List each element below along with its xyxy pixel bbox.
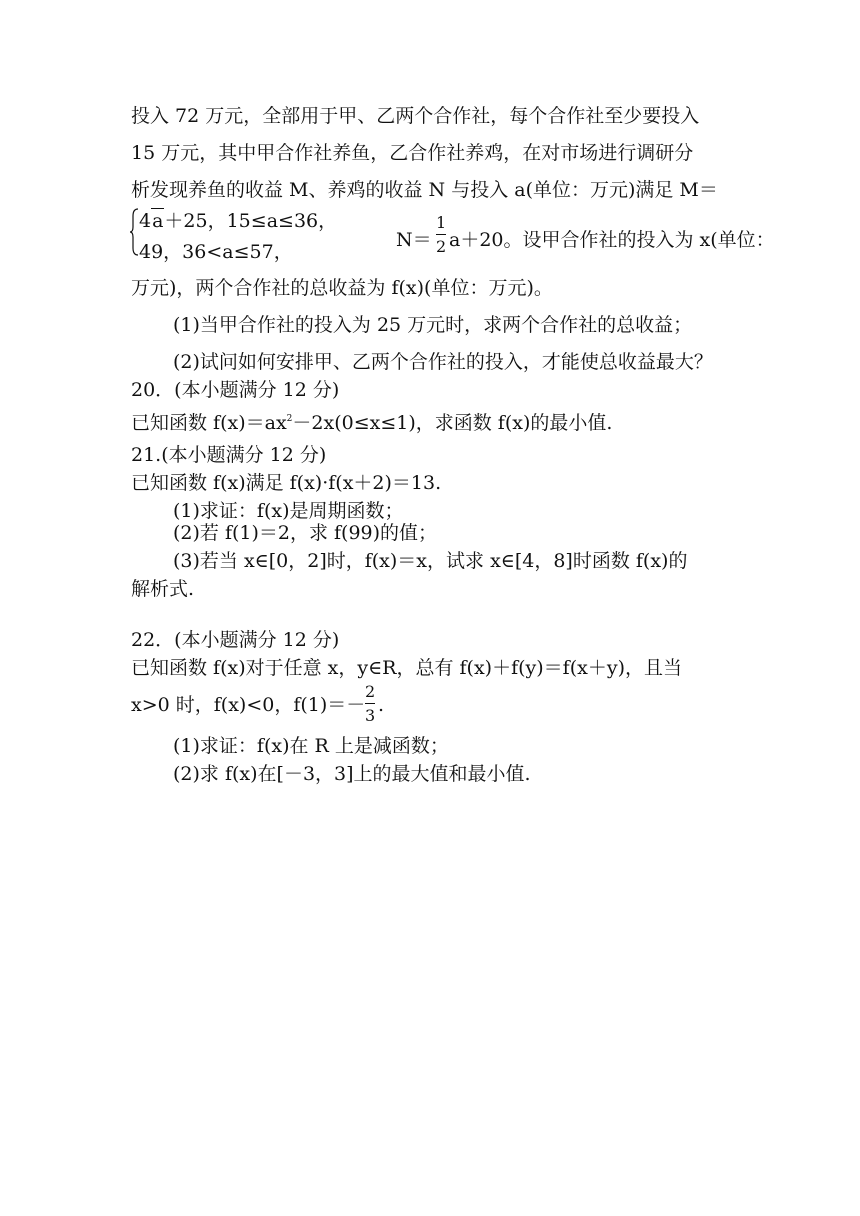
q19-line-1: 投入 72 万元，全部用于甲、乙两个合作社，每个合作社至少要投入 bbox=[131, 105, 700, 127]
q22-part-1: (1)求证：f(x)在 R 上是减函数； bbox=[173, 735, 449, 757]
m-case-1-coef: 4 bbox=[139, 210, 152, 232]
n-formula-rest: a＋20。设甲合作社的投入为 x(单位： bbox=[449, 229, 775, 251]
q20-body: 已知函数 $f(x)=ax^2-2x(0\le x\le 1)$，求函数 f(x)的最小值. bbox=[131, 412, 613, 434]
q22-line-2-end: . bbox=[378, 694, 385, 716]
q19-part-1: (1)当甲合作社的投入为 25 万元时，求两个合作社的总收益； bbox=[173, 314, 693, 336]
q19-part-2: (2)试问如何安排甲、乙两个合作社的投入，才能使总收益最大？ bbox=[173, 351, 713, 373]
sqrt-a: a bbox=[152, 210, 164, 232]
q21-title: 21.(本小题满分 12 分) bbox=[131, 444, 327, 466]
q21-part-3: (3)若当 x∈[0，2]时，f(x)＝x，试求 x∈[4，8]时函数 f(x)的 bbox=[173, 550, 688, 572]
q21-body: 已知函数 f(x)满足 f(x)·f(x＋2)＝13. bbox=[131, 472, 442, 494]
m-case-1 bbox=[139, 208, 337, 233]
q20-title: 20．(本小题满分 12 分) bbox=[131, 379, 340, 401]
m-case-2: 49，36<a≤57， bbox=[139, 241, 293, 263]
q22-part-2: (2)求 f(x)在[－3，3]上的最大值和最小值. bbox=[173, 763, 531, 785]
n-formula-lhs: N＝ bbox=[396, 229, 432, 251]
q22-body: 已知函数 f(x)对于任意 x，y∈R，总有 f(x)＋f(y)＝f(x＋y)，且当 bbox=[131, 657, 682, 679]
m-case-1-text: ＋25，15≤a≤36， bbox=[164, 210, 338, 232]
q21-part-1: (1)求证：f(x)是周期函数； bbox=[173, 500, 404, 522]
q21-part-2: (2)若 f(1)＝2，求 f(99)的值； bbox=[173, 522, 438, 544]
q22-line-2: x>0 时，f(x)<0，f(1)＝－ bbox=[131, 694, 366, 716]
q19-line-3: 析发现养鱼的收益 M、养鸡的收益 N 与投入 a(单位：万元)满足 M＝ bbox=[131, 179, 718, 201]
q21-part-3-cont: 解析式. bbox=[131, 578, 195, 600]
q19-line-2: 15 万元，其中甲合作社养鱼，乙合作社养鸡，在对市场进行调研分 bbox=[131, 142, 694, 164]
q22-fraction: 2 3 bbox=[365, 682, 376, 725]
q22-title: 22．(本小题满分 12 分) bbox=[131, 629, 340, 651]
q19-line-5: 万元)，两个合作社的总收益为 f(x)(单位：万元)。 bbox=[131, 277, 553, 299]
n-fraction: 1 2 bbox=[436, 213, 447, 256]
